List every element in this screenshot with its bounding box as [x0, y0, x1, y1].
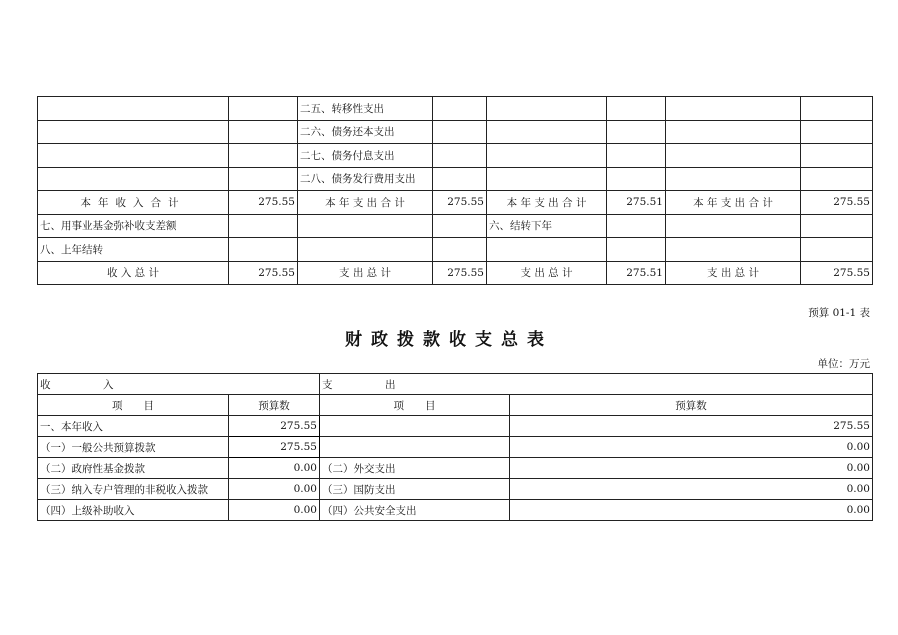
cell: （四）上级补助收入 — [38, 500, 229, 521]
cell: （三）国防支出 — [320, 479, 510, 500]
cell: 本 年 支 出 合 计 — [487, 191, 607, 215]
cell: 275.55 — [433, 191, 487, 215]
table-header-row — [38, 395, 873, 416]
cell — [229, 238, 298, 262]
cell: 本 年 支 出 合 计 — [666, 191, 801, 215]
cell — [801, 97, 873, 121]
cell: 二六、债务还本支出 — [298, 120, 433, 144]
cell — [229, 144, 298, 168]
cell: （三）纳入专户管理的非税收入拨款 — [38, 479, 229, 500]
cell — [487, 120, 607, 144]
cell: 支 出 总 计 — [487, 261, 607, 285]
cell — [801, 144, 873, 168]
cell — [433, 167, 487, 191]
cell: （四）公共安全支出 — [320, 500, 510, 521]
cell: 七、用事业基金弥补收支差额 — [38, 214, 229, 238]
page-title: 财政拨款收支总表 — [345, 330, 553, 350]
cell — [433, 144, 487, 168]
form-number: 预算 01-1 表 — [808, 307, 870, 319]
cell: 八、上年结转 — [38, 238, 229, 262]
table-row — [38, 97, 873, 121]
fiscal-appropriation-table — [37, 373, 873, 521]
cell — [38, 144, 229, 168]
cell — [229, 214, 298, 238]
cell — [433, 120, 487, 144]
cell: 275.55 — [801, 191, 873, 215]
cell: 二八、债务发行费用支出 — [298, 167, 433, 191]
cell — [320, 437, 510, 458]
cell — [487, 238, 607, 262]
cell — [433, 214, 487, 238]
cell — [487, 167, 607, 191]
cell — [666, 238, 801, 262]
cell — [666, 97, 801, 121]
cell: 0.00 — [229, 500, 320, 521]
cell — [298, 238, 433, 262]
cell: 0.00 — [229, 479, 320, 500]
cell — [801, 120, 873, 144]
cell: （一）一般公共预算拨款 — [38, 437, 229, 458]
cell: 0.00 — [229, 458, 320, 479]
table-row — [38, 120, 873, 144]
cell — [607, 97, 666, 121]
cell: 支 出 总 计 — [298, 261, 433, 285]
table-row — [38, 437, 873, 458]
table-row — [38, 479, 873, 500]
cell: 二五、转移性支出 — [298, 97, 433, 121]
cell: 275.55 — [801, 261, 873, 285]
cell — [433, 238, 487, 262]
income-header: 收 入 — [38, 374, 320, 395]
table-row — [38, 238, 873, 262]
cell — [666, 144, 801, 168]
cell: （二）政府性基金拨款 — [38, 458, 229, 479]
cell: 支 出 总 计 — [666, 261, 801, 285]
cell: 275.55 — [229, 416, 320, 437]
table-row — [38, 167, 873, 191]
table-row-total — [38, 261, 873, 285]
cell: 本年收入合计 — [38, 191, 229, 215]
cell: 0.00 — [510, 458, 873, 479]
cell — [607, 144, 666, 168]
cell — [38, 167, 229, 191]
cell: 一、本年收入 — [38, 416, 229, 437]
cell: 275.51 — [607, 191, 666, 215]
cell — [666, 167, 801, 191]
column-header: 预算数 — [510, 395, 873, 416]
expense-header: 支 出 — [320, 374, 873, 395]
column-header: 项 目 — [38, 395, 229, 416]
table-row-subtotal — [38, 191, 873, 215]
cell: 0.00 — [510, 479, 873, 500]
cell — [487, 97, 607, 121]
cell — [229, 97, 298, 121]
cell — [666, 120, 801, 144]
cell — [433, 97, 487, 121]
table-row — [38, 416, 873, 437]
table-row — [38, 458, 873, 479]
cell: 275.55 — [229, 437, 320, 458]
cell: 275.55 — [229, 261, 298, 285]
cell — [298, 214, 433, 238]
cell: （二）外交支出 — [320, 458, 510, 479]
table-row — [38, 144, 873, 168]
cell — [320, 416, 510, 437]
cell — [229, 167, 298, 191]
cell — [607, 167, 666, 191]
summary-table-top — [37, 96, 873, 285]
cell: 0.00 — [510, 500, 873, 521]
cell — [801, 214, 873, 238]
cell — [801, 238, 873, 262]
cell: 本 年 支 出 合 计 — [298, 191, 433, 215]
unit-label: 单位：万元 — [817, 358, 870, 370]
cell: 0.00 — [510, 437, 873, 458]
cell: 二七、债务付息支出 — [298, 144, 433, 168]
column-header: 项 目 — [320, 395, 510, 416]
table-header-row — [38, 374, 873, 395]
cell: 275.51 — [607, 261, 666, 285]
cell — [38, 97, 229, 121]
cell: 275.55 — [229, 191, 298, 215]
cell — [229, 120, 298, 144]
column-header: 预算数 — [229, 395, 320, 416]
cell: 收 入 总 计 — [38, 261, 229, 285]
cell — [487, 144, 607, 168]
table-row — [38, 214, 873, 238]
cell — [607, 120, 666, 144]
cell: 六、结转下年 — [487, 214, 607, 238]
cell: 275.55 — [510, 416, 873, 437]
cell — [666, 214, 801, 238]
cell: 275.55 — [433, 261, 487, 285]
table-row — [38, 500, 873, 521]
cell — [38, 120, 229, 144]
cell — [607, 238, 666, 262]
cell — [607, 214, 666, 238]
cell — [801, 167, 873, 191]
